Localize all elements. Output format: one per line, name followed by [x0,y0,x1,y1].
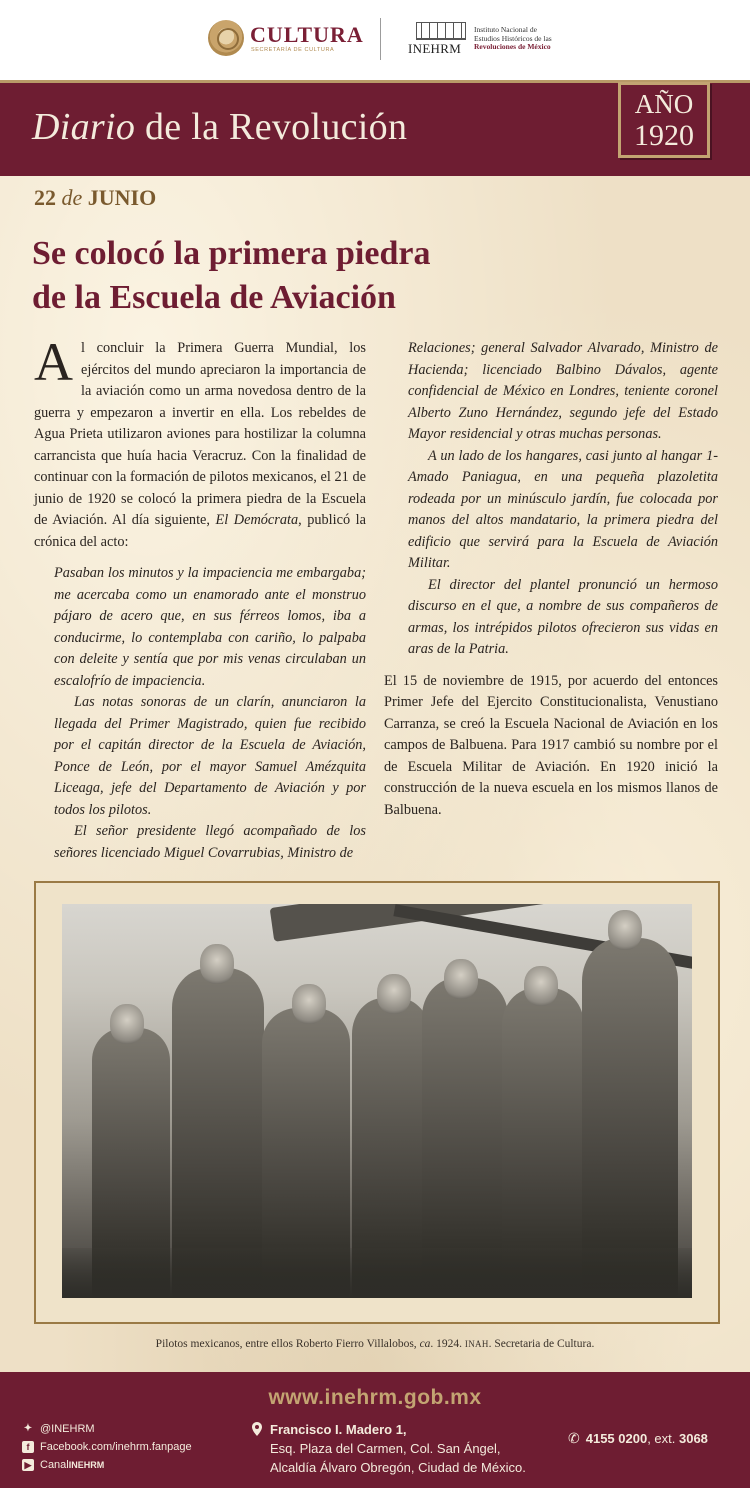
pilot-head [377,974,411,1014]
youtube-channel: INEHRM [68,1460,105,1470]
phone-ext-label: , ext. [647,1431,679,1446]
photo-frame [34,881,720,1324]
page-title [32,105,407,149]
intro-end: , publicó la crónica del acto: [34,512,366,550]
caption-text: . 1924. [430,1338,465,1350]
social-links [22,1420,192,1474]
address-line: Alcaldía Álvaro Obregón, Ciudad de México. [270,1460,526,1475]
address-line: Francisco I. Madero 1, [270,1422,407,1437]
youtube-link[interactable] [22,1456,192,1474]
photo-caption [0,1338,750,1350]
inehrm-wordmark: INEHRM [408,41,462,56]
article-date [34,185,156,211]
date-day: 22 [34,185,56,210]
quote-paragraph: Las notas sonoras de un clarín, anunciaron la llegada del Primer Magistrado, quien fue recibido por el capitán director de la Escuela de Aviación, Ponce de León, por el mayor Samuel Amézquita Liceaga, jefe del Departamento de Aviación y por todos los pilotos. [54,694,366,818]
logo-bar [0,0,750,80]
quote-paragraph: El señor presidente llegó acompañado de los señores licenciado Miguel Covarrubias, Ministro de [54,823,366,861]
phone-main: 4155 0200 [585,1431,648,1446]
inehrm-desc-line: Instituto Nacional de [474,25,537,34]
pilot-head [292,984,326,1024]
twitter-icon: ✦ [23,1423,33,1434]
newspaper-name: El Demócrata [215,512,299,528]
facebook-url: Facebook.com/inehrm.fanpage [40,1441,192,1453]
caption-text: . Secretaria de Cultura. [488,1338,595,1350]
headline-line: de la Escuela de Aviación [32,279,396,316]
cultura-subtitle: SECRETARÍA DE CULTURA [251,47,335,53]
phone-icon: ✆ [568,1430,580,1446]
title-italic: Diario [32,106,136,148]
twitter-handle: @INEHRM [40,1423,95,1435]
quote-paragraph: A un lado de los hangares, casi junto al hangar 1-Amado Paniagua, en una pequeña plazoletita rodeada por un minúsculo jardín, fue colocada por manos del altos mandatario, la primera piedra del edificio que servirá para la Escuela de Aviación Militar. [408,447,718,571]
twitter-link[interactable] [22,1420,192,1438]
youtube-icon: ▶ [22,1459,34,1471]
title-rest: de la Revolución [135,106,408,148]
year-label: AÑO [634,89,694,119]
quote-paragraph: Pasaban los minutos y la impaciencia me embargaba; me acercaba como un enamorado ante el monstruo pájaro de acero que, en sus férreos lomos, iba a conducirme, lo contemplaba con cariño, lo palpaba con deleite y sentía que por mis venas circulaban un escalofrío de impaciencia. [54,565,366,689]
inehrm-desc-line: Estudios Históricos de las [474,33,552,43]
facebook-link[interactable] [22,1438,192,1456]
footer [0,1372,750,1488]
national-seal-icon [208,20,244,56]
article-column-left [34,332,366,864]
date-de: de [61,185,83,210]
location-pin-icon [252,1422,262,1436]
intro-paragraph [34,332,366,553]
caption-text: Pilotos mexicanos, entre ellos Roberto Fierro Villalobos, [155,1338,420,1350]
airfield-ground [62,1248,692,1298]
dropcap: A [34,332,73,392]
pilot-head [200,944,234,984]
address-block [252,1420,526,1477]
inehrm-desc-line: Revoluciones de México [474,42,551,51]
website-link[interactable]: www.inehrm.gob.mx [268,1386,482,1409]
pilot-head [444,959,478,999]
headline [32,232,572,320]
caption-inah: INAH [464,1339,489,1349]
phone-number[interactable] [568,1430,708,1447]
year-value: 1920 [634,119,694,152]
building-icon [416,22,466,40]
cultura-wordmark: CULTURA [250,22,364,47]
facebook-icon: f [22,1441,34,1453]
article-column-right [384,338,718,821]
intro-text: l concluir la Primera Guerra Mundial, los ejércitos del mundo apreciaron la importancia de la aviación como un arma novedosa dentro de la guerra y empezaron a invertir en ella. Los rebeldes de Agua Prieta utilizaron aviones para hostilizar la columna carrancista que huía hacia Veracruz. Con la finalidad de continuar con la formación de pilotos mexicanos, el 21 de junio de 1920 se colocó la primera piedra de la Escuela de Aviación. Al día siguiente, [34,340,366,528]
cultura-logo[interactable] [208,20,364,60]
address-line: Esq. Plaza del Carmen, Col. San Ángel, [270,1441,501,1456]
inehrm-description [474,26,570,52]
closing-paragraph: El 15 de noviembre de 1915, por acuerdo del entonces Primer Jefe del Ejercito Constitucionalista, Venustiano Carranza, se creó la Escuela Nacional de Aviación en los campos de Balbuena. Para 1917 cambió su nombre por el de Escuela Militar de Aviación. En 1920 inició la construcción de la nueva escuela en los mismos llanos de Balbuena. [384,672,718,818]
quote-paragraph: Relaciones; general Salvador Alvarado, Ministro de Hacienda; licenciado Balbino Dávalos, agente confidencial de México en Londres, teniente coronel Alberto Zuno Hernández, segundo jefe del Estado Mayor residencial y otras muchas personas. [408,340,718,442]
pilot-head [608,910,642,950]
pilot-head [524,966,558,1006]
inehrm-logo[interactable] [406,22,566,58]
quote-paragraph: El director del plantel pronunció un hermoso discurso en el que, a nombre de sus compañeros de armas, los intrépidos pilotos ofrecieron sus vidas en aras de la Patria. [408,576,718,657]
logo-divider [380,18,381,60]
date-month: JUNIO [87,185,157,210]
headline-line: Se colocó la primera piedra [32,235,431,272]
youtube-prefix: Canal [40,1459,69,1471]
year-badge [618,82,710,158]
pilot-head [110,1004,144,1044]
pilots-photo [62,904,692,1298]
caption-ca: ca [419,1338,431,1350]
pilot-figure [582,938,678,1298]
phone-ext: 3068 [678,1431,708,1446]
